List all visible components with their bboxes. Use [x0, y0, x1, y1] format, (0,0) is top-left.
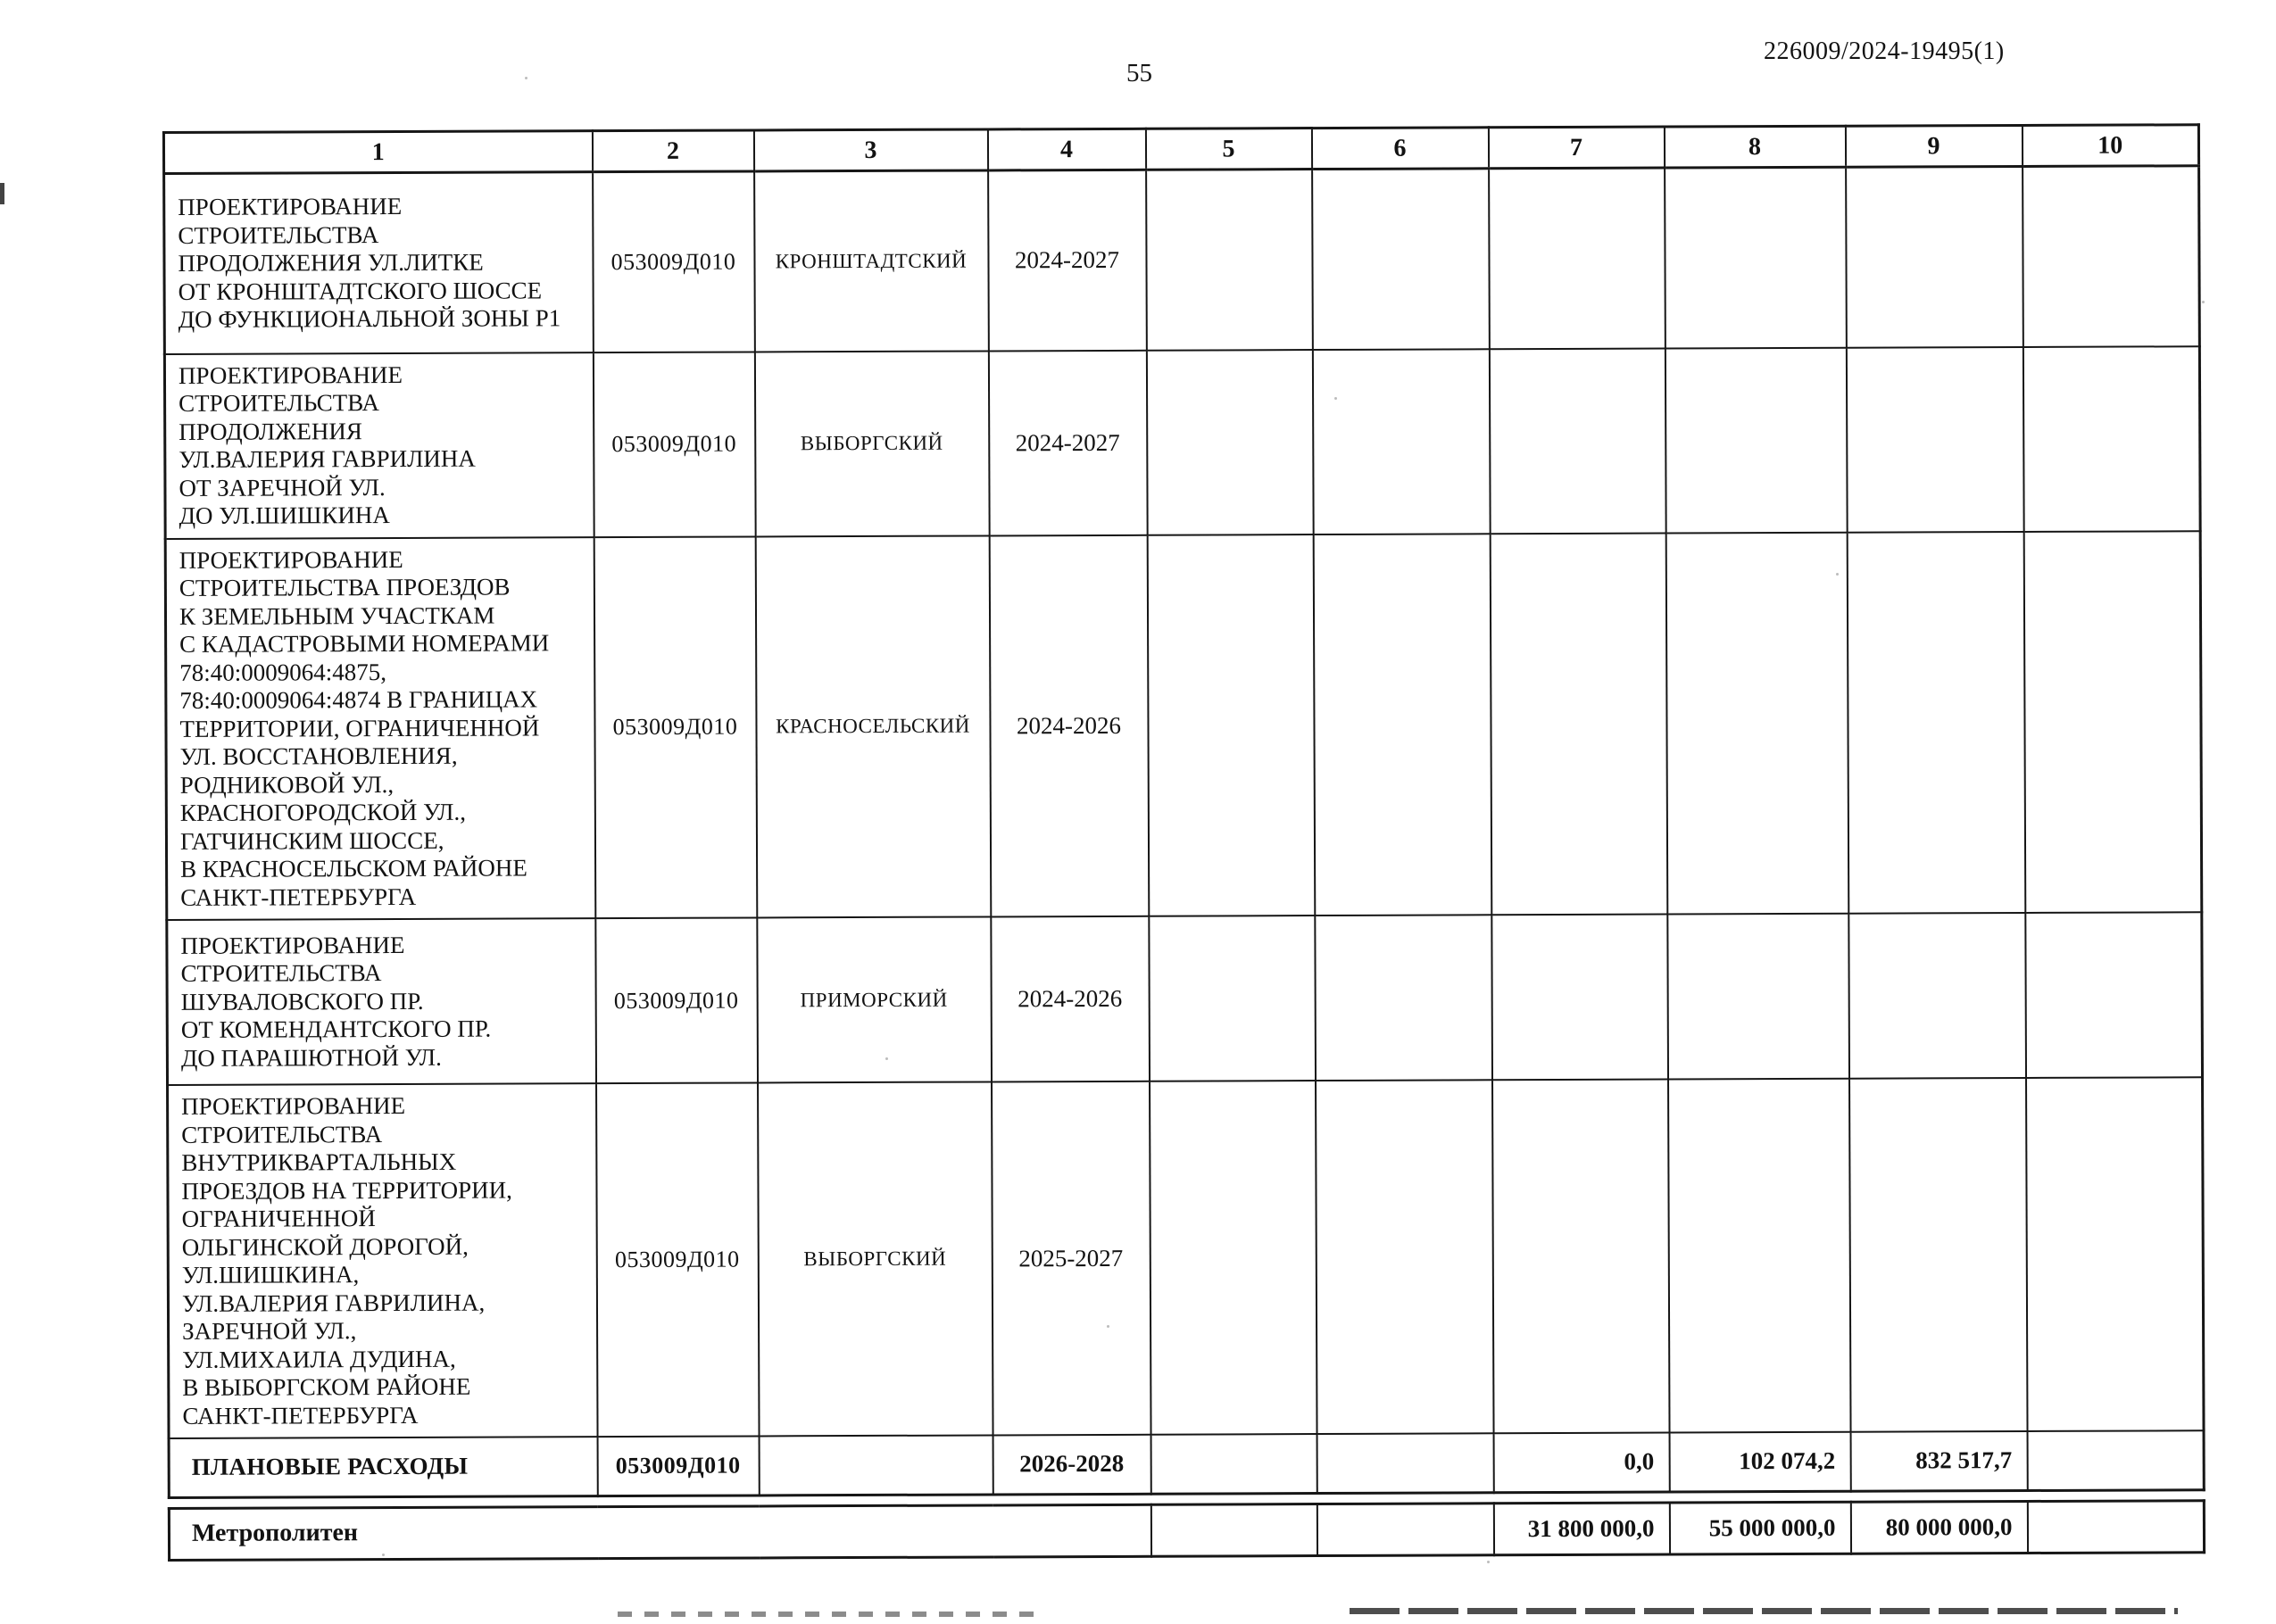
project-name-cell: ПРОЕКТИРОВАНИЕ СТРОИТЕЛЬСТВА ПРОЕЗДОВ К ЗЕМЕЛЬНЫМ УЧАСТКАМ С КАДАСТРОВЫМИ НОМЕРАМИ 78:40:0009064:4875, 78:40:0009064:4874 В ГРАНИЦАХ ТЕРРИТОРИИ, ОГРАНИЧЕННОЙ УЛ. ВОССТАНОВЛЕНИЯ, РОДНИКОВОЙ УЛ., КРАСНОГОРОДСКОЙ УЛ., ГАТЧИНСКИМ ШОССЕ, В КРАСНОСЕЛЬСКОМ РАЙОНЕ САНКТ-ПЕТЕРБУРГА: [165, 537, 595, 920]
project-row: [164, 166, 2200, 354]
column-header-7: 7: [1488, 127, 1664, 169]
col7-amount-cell: [1489, 348, 1665, 534]
planned-expenses-row: [169, 1430, 2204, 1497]
col10-cell: [2027, 1500, 2204, 1553]
period-cell: 2024-2026: [989, 534, 1149, 916]
col8-amount-cell: [1665, 167, 1847, 348]
project-row: [164, 346, 2200, 539]
col8-amount-cell: 102 074,2: [1669, 1432, 1850, 1492]
col6-cell: [1313, 534, 1491, 916]
scan-speck: [1334, 397, 1337, 400]
period-cell: 2024-2027: [988, 350, 1147, 535]
scan-speck: [1487, 1561, 1490, 1563]
project-name-cell: ПРОЕКТИРОВАНИЕ СТРОИТЕЛЬСТВА ВНУТРИКВАРТАЛЬНЫХ ПРОЕЗДОВ НА ТЕРРИТОРИИ, ОГРАНИЧЕННОЙ ОЛЬГИНСКОЙ ДОРОГОЙ, УЛ.ШИШКИНА, УЛ.ВАЛЕРИЯ ГАВРИЛИНА, ЗАРЕЧНОЙ УЛ., УЛ.МИХАИЛА ДУДИНА, В ВЫБОРГСКОМ РАЙОНЕ САНКТ-ПЕТЕРБУРГА: [168, 1083, 598, 1438]
project-row: [168, 1077, 2205, 1438]
project-name-cell: ПРОЕКТИРОВАНИЕ СТРОИТЕЛЬСТВА ПРОДОЛЖЕНИЯ УЛ.ЛИТКЕ ОТ КРОНШТАДТСКОГО ШОССЕ ДО ФУНКЦИОНАЛЬНОЙ ЗОНЫ Р1: [164, 172, 594, 354]
col7-amount-cell: [1491, 915, 1668, 1081]
column-header-5: 5: [1145, 128, 1311, 170]
col6-cell: [1315, 915, 1492, 1081]
metro-row: [169, 1500, 2204, 1560]
col10-cell: [2023, 531, 2202, 913]
col8-amount-cell: [1665, 347, 1847, 533]
project-name-cell: ПРОЕКТИРОВАНИЕ СТРОИТЕЛЬСТВА ПРОДОЛЖЕНИЯ УЛ.ВАЛЕРИЯ ГАВРИЛИНА ОТ ЗАРЕЧНОЙ УЛ. ДО УЛ.ШИШКИНА: [164, 352, 594, 539]
col5-cell: [1150, 1434, 1317, 1494]
col9-amount-cell: [1848, 913, 2026, 1079]
column-header-4: 4: [987, 128, 1145, 170]
scan-speck: [2202, 301, 2205, 303]
col6-cell: [1317, 1433, 1493, 1493]
district-cell: ВЫБОРГСКИЙ: [754, 351, 989, 536]
col5-cell: [1146, 170, 1313, 351]
projects-table-body: [164, 166, 2205, 1497]
district-cell: ПРИМОРСКИЙ: [757, 916, 992, 1082]
project-row: [165, 531, 2202, 920]
code-cell: 053009Д010: [593, 352, 755, 537]
col6-cell: [1312, 169, 1490, 350]
col5-cell: [1147, 534, 1315, 916]
scan-speck: [1836, 573, 1839, 576]
col10-cell: [2026, 1077, 2205, 1431]
period-cell: 2026-2028: [993, 1435, 1150, 1495]
column-header-10: 10: [2022, 125, 2198, 167]
district-cell: [759, 1435, 993, 1495]
project-row: [167, 912, 2203, 1085]
col5-cell: [1149, 916, 1316, 1081]
col7-amount-cell: [1492, 1080, 1670, 1434]
district-cell: КРАСНОСЕЛЬСКИЙ: [755, 535, 991, 918]
scan-speck: [382, 1554, 385, 1556]
col6-cell: [1312, 349, 1490, 534]
col8-amount-cell: [1668, 1079, 1851, 1433]
district-cell: КРОНШТАДТСКИЙ: [754, 170, 989, 352]
column-header-1: 1: [163, 131, 592, 174]
code-cell: 053009Д010: [593, 171, 755, 352]
col8-amount-cell: [1667, 914, 1849, 1080]
col7-amount-cell: 0,0: [1493, 1433, 1669, 1493]
projects-table-wrap: [162, 123, 2216, 1561]
scan-edge-mark: [0, 183, 4, 204]
code-cell: 053009Д010: [597, 1436, 759, 1496]
col9-amount-cell: 832 517,7: [1850, 1431, 2027, 1491]
scan-smudge: [1350, 1608, 2178, 1614]
col9-amount-cell: 80 000 000,0: [1850, 1501, 2027, 1554]
project-name-cell: ПРОЕКТИРОВАНИЕ СТРОИТЕЛЬСТВА ШУВАЛОВСКОГО ПР. ОТ КОМЕНДАНТСКОГО ПР. ДО ПАРАШЮТНОЙ УЛ.: [167, 918, 596, 1085]
column-header-3: 3: [753, 129, 987, 171]
document-reference-number: 226009/2024-19495(1): [1764, 37, 2005, 65]
code-cell: 053009Д010: [596, 1082, 760, 1437]
column-header-6: 6: [1311, 128, 1488, 170]
scan-speck: [525, 77, 527, 79]
district-cell: ВЫБОРГСКИЙ: [758, 1081, 993, 1436]
metro-table: [168, 1499, 2205, 1562]
col6-cell: [1316, 1080, 1494, 1434]
metro-label-cell: Метрополитен: [169, 1504, 1150, 1560]
scan-smudge: [618, 1612, 1037, 1617]
metro-table-body: [169, 1500, 2204, 1560]
col10-cell: [2027, 1430, 2204, 1490]
page-number: 55: [1126, 59, 1152, 87]
col8-amount-cell: [1665, 532, 1848, 914]
col8-amount-cell: 55 000 000,0: [1669, 1502, 1850, 1554]
column-header-8: 8: [1664, 126, 1845, 168]
column-header-9: 9: [1845, 126, 2022, 168]
code-cell: 053009Д010: [595, 917, 758, 1083]
col9-amount-cell: [1846, 347, 2023, 533]
col10-cell: [2023, 166, 2200, 347]
period-cell: 2025-2027: [992, 1081, 1151, 1436]
col9-amount-cell: [1847, 532, 2025, 914]
col5-cell: [1146, 350, 1313, 535]
period-cell: 2024-2027: [988, 170, 1147, 351]
col10-cell: [2025, 912, 2203, 1078]
period-cell: 2024-2026: [991, 916, 1150, 1082]
scan-speck: [885, 1057, 888, 1060]
col10-cell: [2023, 346, 2200, 532]
scan-speck: [1107, 1325, 1109, 1328]
col9-amount-cell: [1846, 167, 2023, 348]
project-name-cell: ПЛАНОВЫЕ РАСХОДЫ: [169, 1437, 597, 1497]
col9-amount-cell: [1849, 1078, 2028, 1432]
projects-table: [162, 123, 2205, 1498]
col7-amount-cell: [1489, 168, 1665, 349]
code-cell: 053009Д010: [594, 536, 757, 918]
column-header-2: 2: [592, 130, 753, 172]
col6-cell: [1317, 1503, 1493, 1555]
col7-amount-cell: 31 800 000,0: [1493, 1503, 1669, 1555]
col5-cell: [1150, 1504, 1317, 1556]
col5-cell: [1150, 1081, 1317, 1435]
col7-amount-cell: [1490, 533, 1667, 915]
